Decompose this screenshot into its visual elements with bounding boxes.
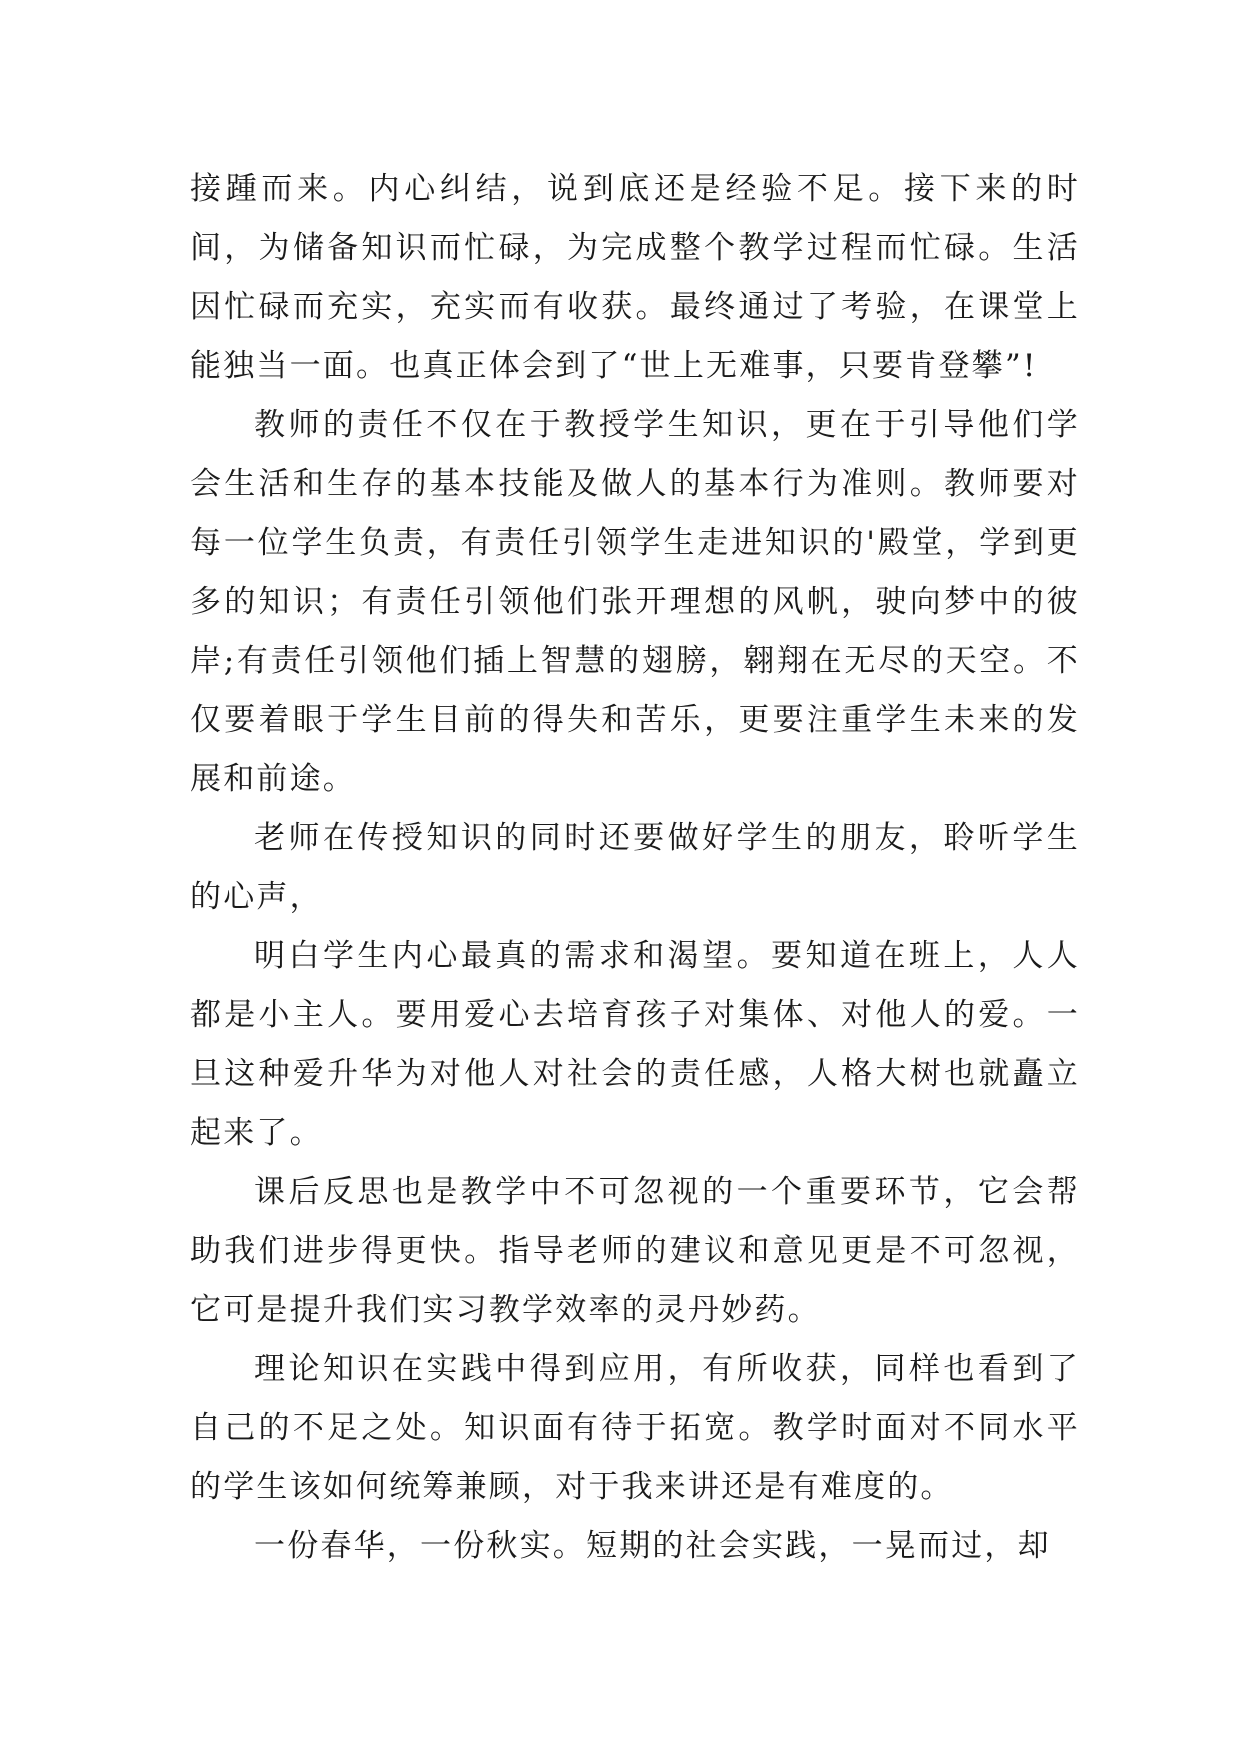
paragraph-7: 一份春华，一份秋实。短期的社会实践，一晃而过，却 (254, 1528, 1051, 1564)
paragraph-4: 明白学生内心最真的需求和渴望。要知道在班上，人人都是小主人。要用爱心去培育孩子对集体、对他人的爱。一旦这种爱升华为对他人对社会的责任感，人格大树也就矗立起来了。 (190, 938, 1080, 1151)
body-text (190, 160, 1080, 1576)
paragraph-2: 教师的责任不仅在于教授学生知识，更在于引导他们学会生活和生存的基本技能及做人的基本行为准则。教师要对每一位学生负责，有责任引领学生走进知识的'殿堂，学到更多的知识；有责任引领他们张开理想的风帆，驶向梦中的彼岸;有责任引领他们插上智慧的翅膀，翱翔在无尽的天空。不仅要着眼于学生目前的得失和苦乐，更要注重学生未来的发展和前途。 (190, 407, 1080, 797)
paragraph-1: 接踵而来。内心纠结，说到底还是经验不足。接下来的时间，为储备知识而忙碌，为完成整个教学过程而忙碌。生活因忙碌而充实，充实而有收获。最终通过了考验，在课堂上能独当一面。也真正体会到了“世上无难事，只要肯登攀”! (190, 171, 1080, 384)
paragraph-3: 老师在传授知识的同时还要做好学生的朋友，聆听学生的心声， (190, 820, 1080, 915)
paragraph-6: 理论知识在实践中得到应用，有所收获，同样也看到了自己的不足之处。知识面有待于拓宽。教学时面对不同水平的学生该如何统筹兼顾，对于我来讲还是有难度的。 (190, 1351, 1080, 1505)
paragraph-5: 课后反思也是教学中不可忽视的一个重要环节，它会帮助我们进步得更快。指导老师的建议和意见更是不可忽视，它可是提升我们实习教学效率的灵丹妙药。 (190, 1174, 1080, 1328)
